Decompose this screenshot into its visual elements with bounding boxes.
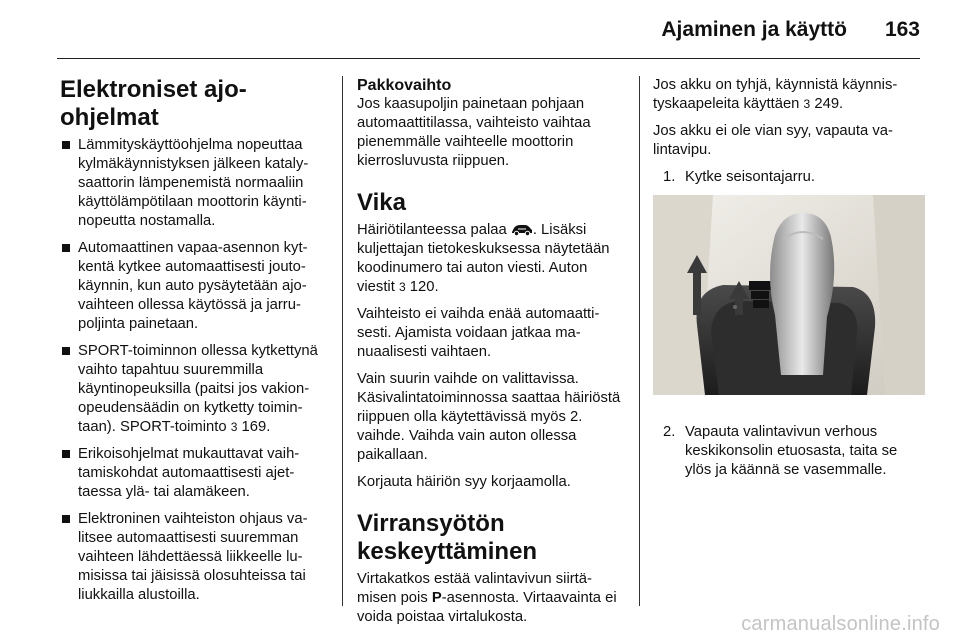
section-heading-ajo-ohjelmat: Elektroniset ajo-ohjelmat	[60, 76, 247, 131]
step-2: 2. Vapauta valintavivun verhous keskikonsolin etuosasta, taita se ylös ja käännä se vasemmalle.	[663, 424, 898, 478]
section-heading-virransyoton-keskeyttaminen: Virransyötön keskeyttäminen	[357, 510, 538, 565]
section-heading-vika: Vika	[357, 189, 406, 216]
page-reference[interactable]: 169.	[241, 419, 271, 435]
page-number: 163	[884, 18, 920, 41]
list-item: Erikoisohjelmat mukauttavat vaihtamiskohdat automaattisesti ajettaessa ylä- tai alamäkeen.	[60, 445, 328, 502]
column-2	[357, 76, 625, 635]
gear-selector-photo	[653, 195, 925, 395]
list-item: Lämmityskäyttöohjelma nopeuttaa kylmäkäynnistyksen jälkeen katalysaattorin lämpenemistä normaaliin käyttölämpötilaan moottorin käyntinopeutta nostamalla.	[60, 136, 328, 231]
list-item: Automaattinen vapaa-asennon kytkentä kytkee automaattisesti joutokäynnin, kun auto pysäytetään ajovaihteen ollessa käytössä ja jarrupoljinta painetaan.	[60, 239, 328, 334]
page-reference-icon: 3	[398, 280, 406, 294]
header-title: Ajaminen ja käyttö	[661, 18, 847, 41]
square-bullet-icon	[62, 244, 70, 252]
column-divider-1	[342, 76, 343, 606]
page-reference[interactable]: 249.	[814, 96, 844, 112]
page-reference-icon: 3	[230, 420, 238, 434]
section-heading-pakkovaihto: Pakkovaihto	[357, 77, 452, 94]
page-reference[interactable]: 120.	[409, 279, 439, 295]
square-bullet-icon	[62, 347, 70, 355]
transmission-warning-car-icon	[511, 224, 533, 236]
list-item: Elektroninen vaihteiston ohjaus valitsee automaattisesti suuremman vaihteen lähdettäessä liikkeelle lumisissa tai jäisissä olosuhteissa tai liukkailla alustoilla.	[60, 510, 328, 605]
vika-paragraph-4: Korjauta häiriön syy korjaamolla.	[357, 474, 571, 490]
page-reference-icon: 3	[803, 97, 811, 111]
vika-paragraph-1: Häiriötilanteessa palaa . Lisäksi kuljettajan tietokeskuksessa näytetään koodinumero tai auton viesti. Auton viestit 3 120.	[357, 222, 610, 295]
feature-list	[60, 136, 328, 605]
header-rule	[57, 58, 920, 59]
column-1	[60, 76, 328, 613]
step-1: 1. Kytke seisontajarru.	[663, 169, 815, 185]
page-header	[661, 18, 920, 48]
virransyotto-paragraph: Virtakatkos estää valintavivun siirtämisen pois P-asennosta. Virtaavainta ei voida poistaa virtalukosta.	[357, 571, 617, 625]
pakkovaihto-text: Jos kaasupoljin painetaan pohjaan automaattitilassa, vaihteisto vaihtaa pienemmälle vaihteelle moottorin kierrosluvusta riippuen.	[357, 96, 591, 169]
square-bullet-icon	[62, 515, 70, 523]
column-divider-2	[639, 76, 640, 606]
vika-paragraph-2: Vaihteisto ei vaihda enää automaattisesti. Ajamista voidaan jatkaa manuaalisesti vaihtaen.	[357, 306, 600, 360]
column-3	[653, 76, 925, 488]
list-item: SPORT-toiminnon ollessa kytkettynä vaihto tapahtuu suuremmilla käyntinopeuksilla (paitsi jos vakionopeudensäädin on kytketty toimintaan). SPORT-toiminto 3 169.	[60, 342, 328, 437]
square-bullet-icon	[62, 450, 70, 458]
vika-paragraph-3: Vain suurin vaihde on valittavissa. Käsivalintatoiminnossa saattaa häiriöstä riippuen olla käytettävissä myös 2. vaihde. Vaihda vain auton ollessa paikallaan.	[357, 371, 621, 463]
watermark: carmanualsonline.info	[741, 613, 940, 635]
release-lever-paragraph: Jos akku ei ole vian syy, vapauta valintavipu.	[653, 123, 893, 158]
square-bullet-icon	[62, 141, 70, 149]
battery-paragraph: Jos akku on tyhjä, käynnistä käynnistyskaapeleita käyttäen 3 249.	[653, 77, 898, 112]
